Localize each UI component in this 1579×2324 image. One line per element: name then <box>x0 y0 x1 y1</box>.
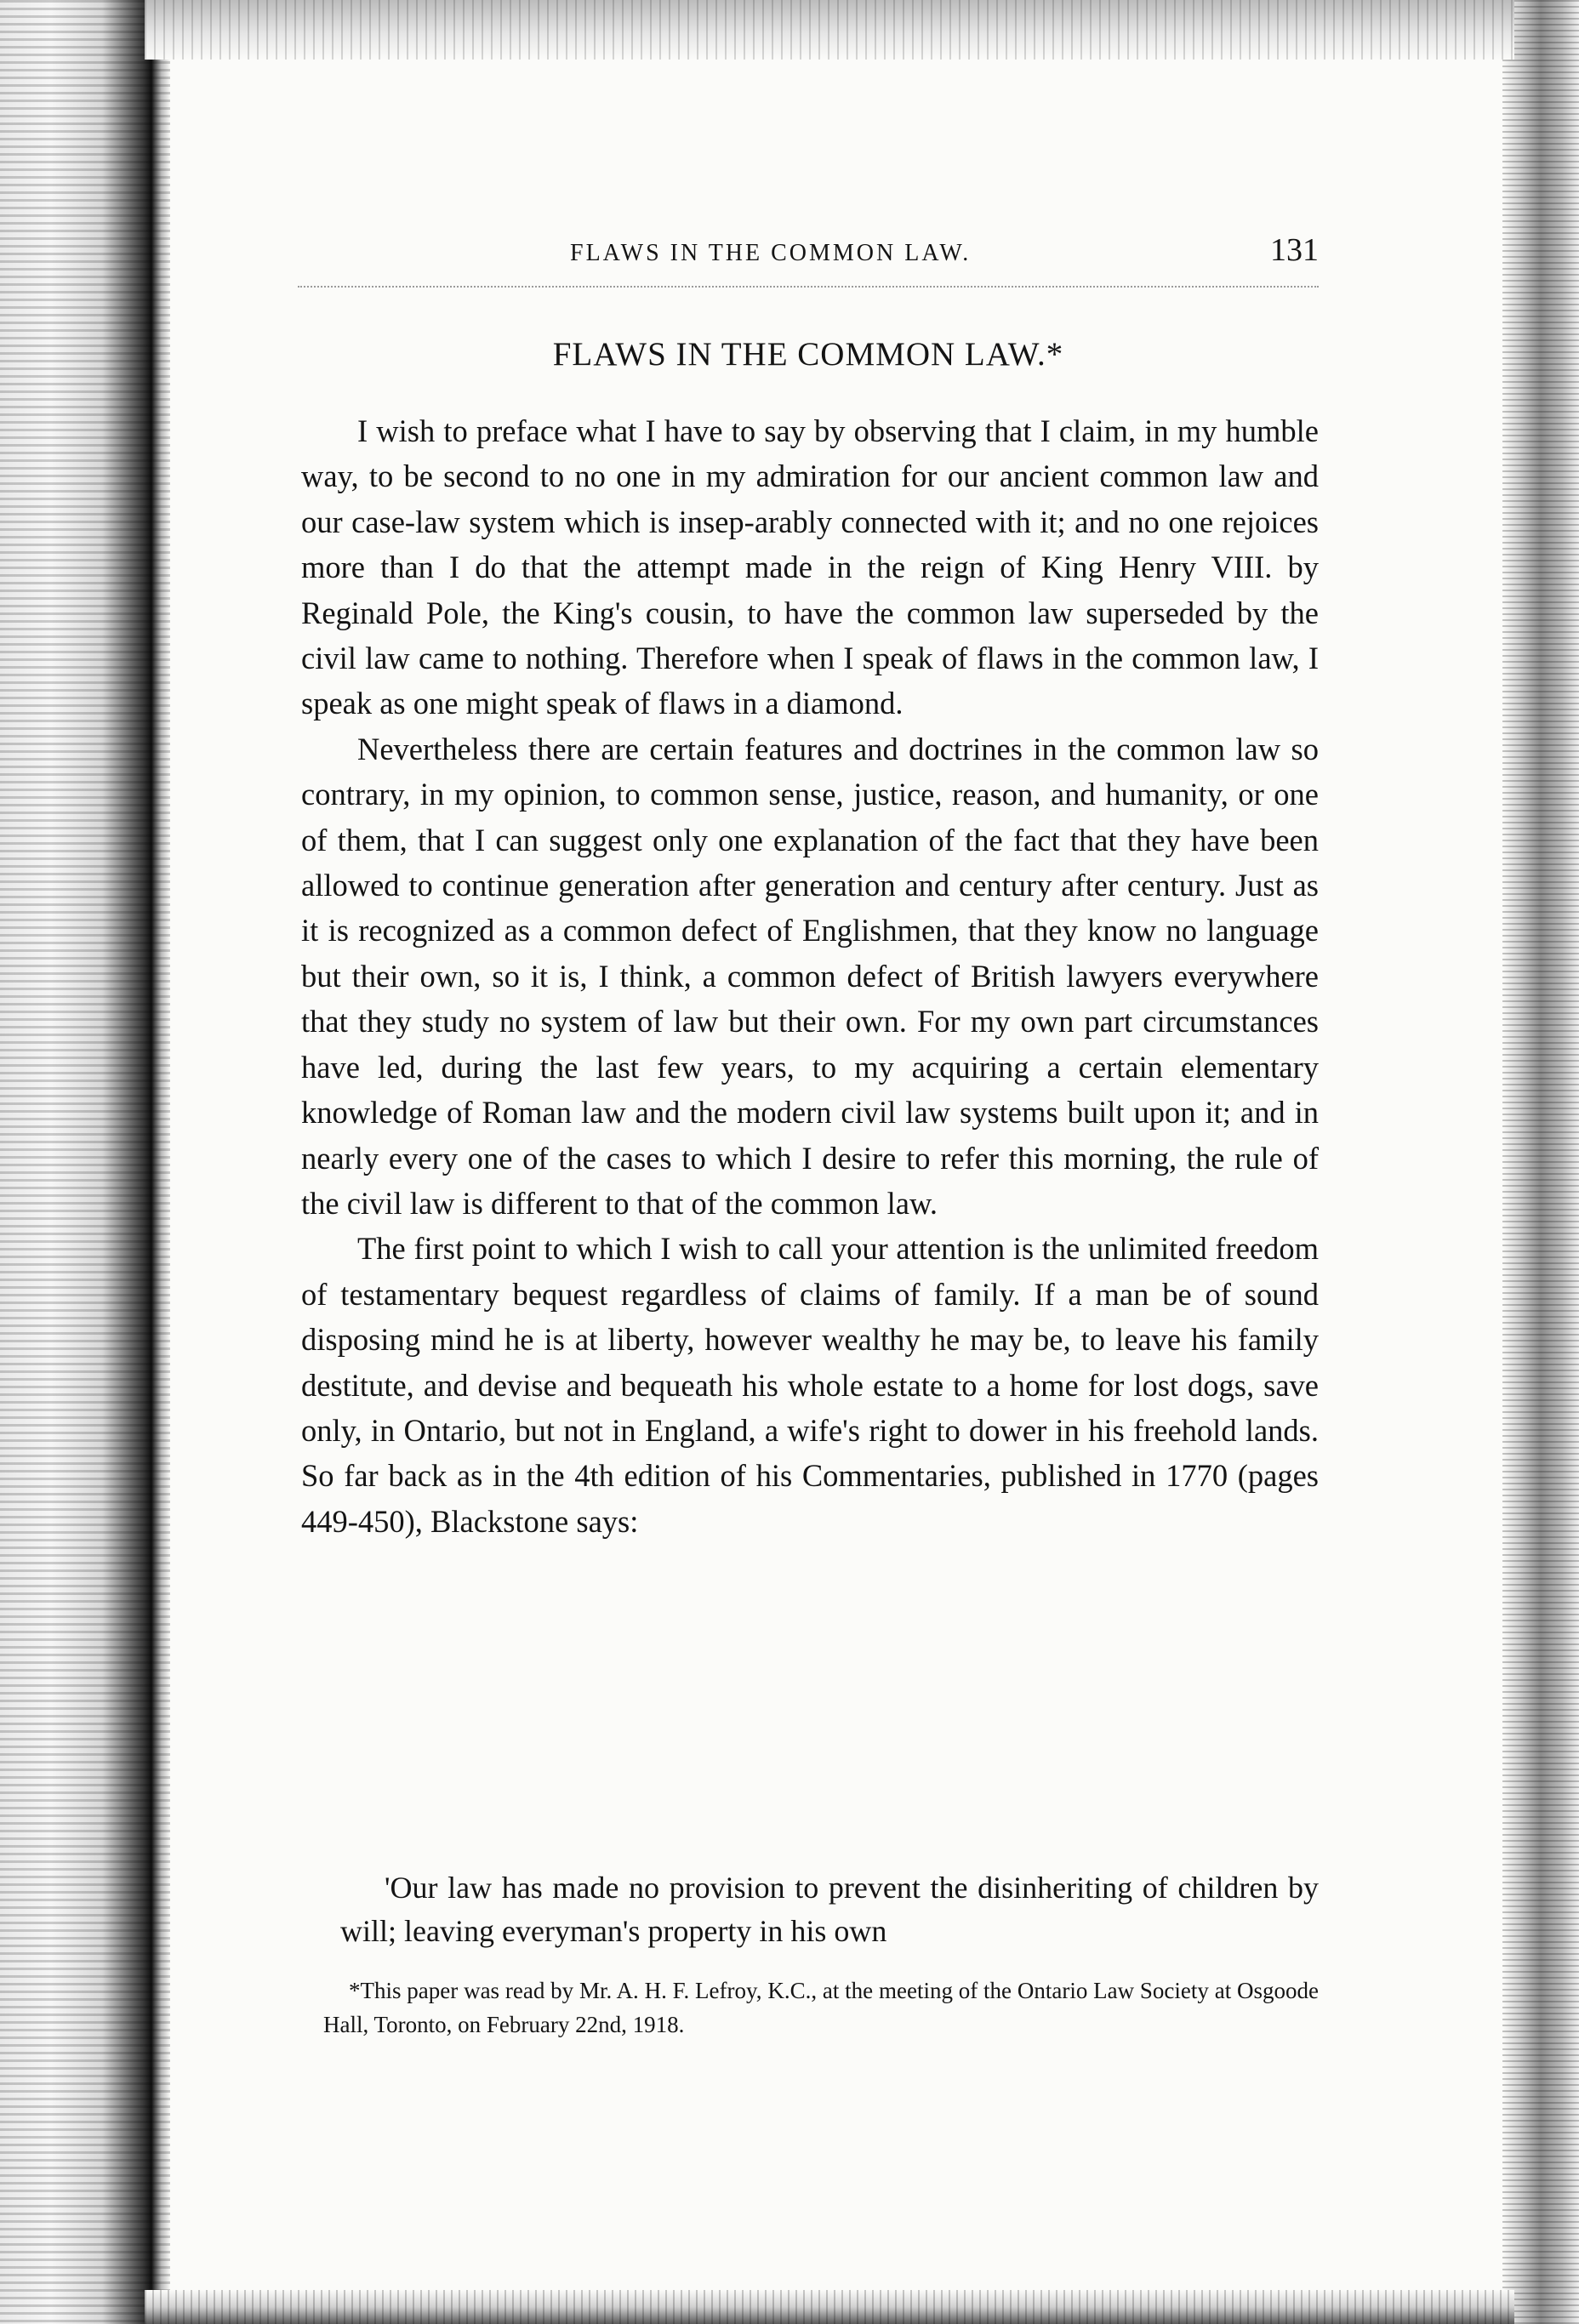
article-body <box>301 408 1319 1544</box>
footnote <box>323 1974 1319 2042</box>
article-title: FLAWS IN THE COMMON LAW.* <box>552 336 1064 373</box>
running-head <box>298 231 1319 282</box>
header-rule <box>298 286 1319 288</box>
page-edge-bottom <box>145 2290 1514 2324</box>
footnote-text: *This paper was read by Mr. A. H. F. Lefroy, K.C., at the meeting of the Ontario Law Society at Osgoode Hall, Toronto, on February 22nd, 1918. <box>323 1978 1319 2037</box>
paragraph: The first point to which I wish to call your attention is the unlimited freedom of testamentary bequest regardless of claims of family. If a man be of sound disposing mind he is at liberty, however wealthy he may be, to leave his family destitute, and devise and bequeath his whole estate to a home for lost dogs, save only, in Ontario, but not in England, a wife's right to dower in his freehold lands. So far back as in the 4th edition of his Commentaries, published in 1770 (pages 449-450), Blackstone says: <box>301 1231 1319 1539</box>
page-edge-right <box>1502 0 1579 2324</box>
quote-text: 'Our law has made no provision to prevent the disinheriting of children by will; leaving everyman's property in his own <box>340 1871 1319 1948</box>
page-edge-top <box>145 0 1514 60</box>
running-title: FLAWS IN THE COMMON LAW. <box>570 240 972 266</box>
page-edge-left <box>0 0 170 2324</box>
page-number: 131 <box>1270 232 1319 268</box>
block-quote <box>340 1866 1319 1953</box>
paragraph: Nevertheless there are certain features and doctrines in the common law so contrary, in my opinion, to common sense, justice, reason, and humanity, or one of them, that I can suggest only one explanation of the fact that they have been allowed to continue generation after generation and century after century. Just as it is recognized as a common defect of Englishmen, that they know no language but their own, so it is, I think, a common defect of British lawyers everywhere that they study no system of law but their own. For my own part circumstances have led, during the last few years, to my acquiring a certain elementary knowledge of Roman law and the modern civil law systems built upon it; and in nearly every one of the cases to which I desire to refer this morning, the rule of the civil law is different to that of the common law. <box>301 731 1319 1221</box>
paragraph: I wish to preface what I have to say by observing that I claim, in my humble way, to be second to no one in my admiration for our ancient common law and our case-law system which is insep-arably connected with it; and no one rejoices more than I do that the attempt made in the reign of King Henry VIII. by Reginald Pole, the King's cousin, to have the common law superseded by the civil law came to nothing. Therefore when I speak of flaws in the common law, I speak as one might speak of flaws in a diamond. <box>301 413 1319 721</box>
